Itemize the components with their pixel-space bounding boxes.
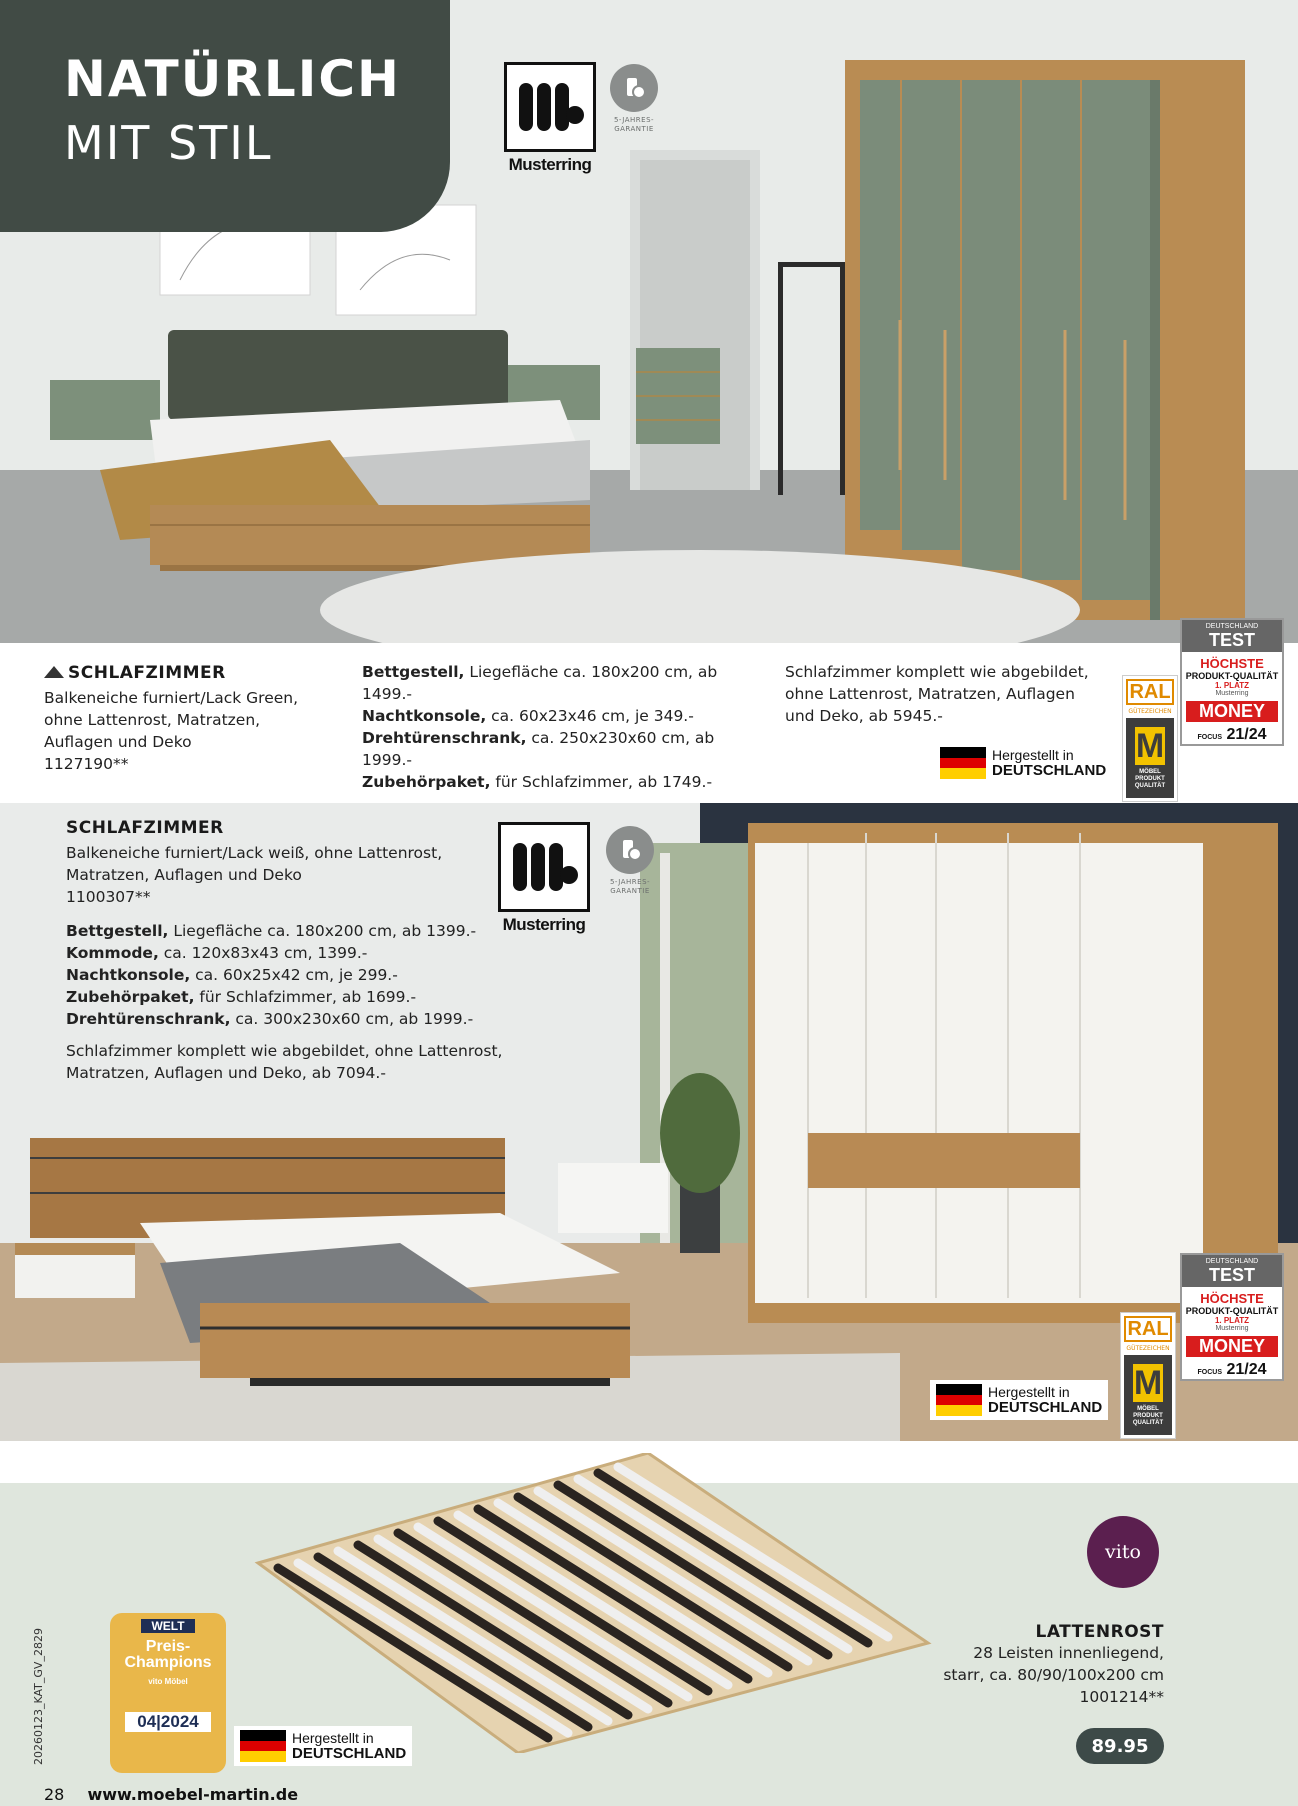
test-badge-line: PRODUKT-QUALITÄT — [1185, 1306, 1279, 1316]
product1-desc-line: Auflagen und Deko — [44, 733, 192, 751]
test-badge-money: MONEY — [1186, 1336, 1278, 1357]
product1-summary-line: und Deko, ab 5945.- — [785, 707, 943, 725]
warranty-badge — [600, 826, 660, 896]
made-in-line2: DEUTSCHLAND — [292, 1745, 407, 1762]
page-title: NATÜRLICH — [64, 50, 401, 108]
warranty-icon — [606, 826, 654, 874]
product1-summary-line: ohne Lattenrost, Matratzen, Auflagen — [785, 685, 1075, 703]
welt-date: 04|2024 — [125, 1712, 211, 1732]
musterring-mark-icon — [504, 62, 596, 152]
slatted-frame-image — [248, 1453, 938, 1757]
ral-m-icon: M MÖBEL PRODUKT QUALITÄT — [1124, 1355, 1172, 1435]
ral-m-icon: M MÖBEL PRODUKT QUALITÄT — [1126, 718, 1174, 798]
musterring-logo — [498, 822, 590, 935]
product1-items — [362, 661, 762, 793]
page-number: 28 — [44, 1785, 65, 1804]
page-title-box — [0, 0, 450, 232]
product1-description — [44, 663, 364, 775]
made-in-germany-badge — [934, 743, 1112, 783]
made-in-line2: DEUTSCHLAND — [992, 762, 1107, 779]
ral-sub: GÜTEZEICHEN — [1126, 1345, 1170, 1352]
test-award-badge — [1180, 618, 1284, 746]
ral-label: RAL — [1124, 1316, 1172, 1342]
test-badge-line: PRODUKT-QUALITÄT — [1185, 671, 1279, 681]
musterring-logo-text: Musterring — [502, 915, 586, 934]
product2-desc-line: Matratzen, Auflagen und Deko — [66, 866, 302, 884]
product1-item: Nachtkonsole, ca. 60x23x46 cm, je 349.- — [362, 707, 694, 725]
test-badge-title: TEST — [1182, 630, 1282, 652]
test-badge-line: 1. PLATZ — [1214, 681, 1250, 690]
welt-brand: vito Möbel — [148, 1677, 188, 1686]
lattenrost-info — [943, 1622, 1164, 1708]
german-flag-icon — [940, 747, 986, 779]
lattenrost-article-number: 1001214** — [1079, 1688, 1164, 1706]
product1-desc-line: ohne Lattenrost, Matratzen, — [44, 711, 261, 729]
vito-logo: vito — [1087, 1516, 1159, 1588]
product2-item: Nachtkonsole, ca. 60x25x42 cm, je 299.- — [66, 966, 398, 984]
made-in-line1: Hergestellt in — [988, 1384, 1070, 1400]
made-in-line1: Hergestellt in — [992, 747, 1074, 763]
product1-item: Bettgestell, Liegefläche ca. 180x200 cm, ab 1499.- — [362, 663, 718, 703]
product2-title: SCHLAFZIMMER — [66, 818, 224, 838]
warranty-text: 5-JAHRES-GARANTIE — [613, 116, 655, 133]
german-flag-icon — [936, 1384, 982, 1416]
warranty-icon — [610, 64, 658, 112]
lattenrost-desc-line: 28 Leisten innenliegend, — [973, 1644, 1164, 1662]
product1-title: SCHLAFZIMMER — [44, 663, 364, 683]
product1-desc-line: Balkeneiche furniert/Lack Green, — [44, 689, 299, 707]
ral-quality-badge — [1120, 1312, 1176, 1439]
made-in-germany-badge — [930, 1380, 1108, 1420]
product2-article-number: 1100307** — [66, 888, 151, 906]
test-badge-line: HÖCHSTE — [1200, 1291, 1264, 1306]
ral-sub: GÜTEZEICHEN — [1128, 708, 1172, 715]
test-badge-head: DEUTSCHLAND — [1182, 1255, 1282, 1265]
test-badge-money: MONEY — [1186, 701, 1278, 722]
musterring-logo-text: Musterring — [508, 155, 592, 174]
test-badge-focus: FOCUS 21/24 — [1197, 1361, 1267, 1378]
ral-quality-badge — [1122, 675, 1178, 802]
ral-label: RAL — [1126, 679, 1174, 705]
test-badge-focus: FOCUS 21/24 — [1197, 726, 1267, 743]
lattenrost-title: LATTENROST — [1035, 1622, 1164, 1642]
test-badge-line: HÖCHSTE — [1200, 656, 1264, 671]
made-in-germany-badge — [234, 1726, 412, 1766]
product1-summary — [785, 661, 1105, 727]
test-badge-line: Musterring — [1215, 690, 1249, 697]
lattenrost-price: 89.95 — [1076, 1728, 1164, 1764]
product2-item: Drehtürenschrank, ca. 300x230x60 cm, ab 1999.- — [66, 1010, 474, 1028]
product2-desc-line: Balkeneiche furniert/Lack weiß, ohne Lattenrost, — [66, 844, 443, 862]
triangle-up-icon — [44, 666, 64, 678]
product2-description — [66, 818, 536, 1084]
product2-summary-line: Matratzen, Auflagen und Deko, ab 7094.- — [66, 1064, 386, 1082]
musterring-mark-icon — [498, 822, 590, 912]
product1-item: Zubehörpaket, für Schlafzimmer, ab 1749.- — [362, 773, 713, 791]
warranty-badge — [604, 64, 664, 134]
catalog-code: 20260123_KAT_GV_2829 — [32, 1628, 45, 1765]
welt-title: Preis-Champions — [124, 1638, 212, 1671]
made-in-line1: Hergestellt in — [292, 1730, 374, 1746]
product2-item: Kommode, ca. 120x83x43 cm, 1399.- — [66, 944, 368, 962]
test-award-badge — [1180, 1253, 1284, 1381]
product1-summary-line: Schlafzimmer komplett wie abgebildet, — [785, 663, 1089, 681]
page-footer — [44, 1785, 298, 1804]
made-in-line2: DEUTSCHLAND — [988, 1399, 1103, 1416]
warranty-text: 5-JAHRES-GARANTIE — [609, 878, 651, 895]
welt-logo: WELT — [141, 1619, 195, 1633]
welt-award-badge — [110, 1613, 226, 1773]
product2-item: Bettgestell, Liegefläche ca. 180x200 cm, ab 1399.- — [66, 922, 477, 940]
website-link[interactable]: www.moebel-martin.de — [87, 1785, 299, 1804]
lattenrost-desc-line: starr, ca. 80/90/100x200 cm — [943, 1666, 1164, 1684]
test-badge-line: Musterring — [1215, 1325, 1249, 1332]
musterring-logo — [504, 62, 596, 175]
product1-item: Drehtürenschrank, ca. 250x230x60 cm, ab 1999.- — [362, 729, 715, 769]
product2-item: Zubehörpaket, für Schlafzimmer, ab 1699.- — [66, 988, 417, 1006]
product1-article-number: 1127190** — [44, 755, 129, 773]
test-badge-title: TEST — [1182, 1265, 1282, 1287]
test-badge-head: DEUTSCHLAND — [1182, 620, 1282, 630]
test-badge-line: 1. PLATZ — [1214, 1316, 1250, 1325]
page-subtitle: MIT STIL — [64, 116, 273, 170]
product2-summary-line: Schlafzimmer komplett wie abgebildet, ohne Lattenrost, — [66, 1042, 503, 1060]
german-flag-icon — [240, 1730, 286, 1762]
